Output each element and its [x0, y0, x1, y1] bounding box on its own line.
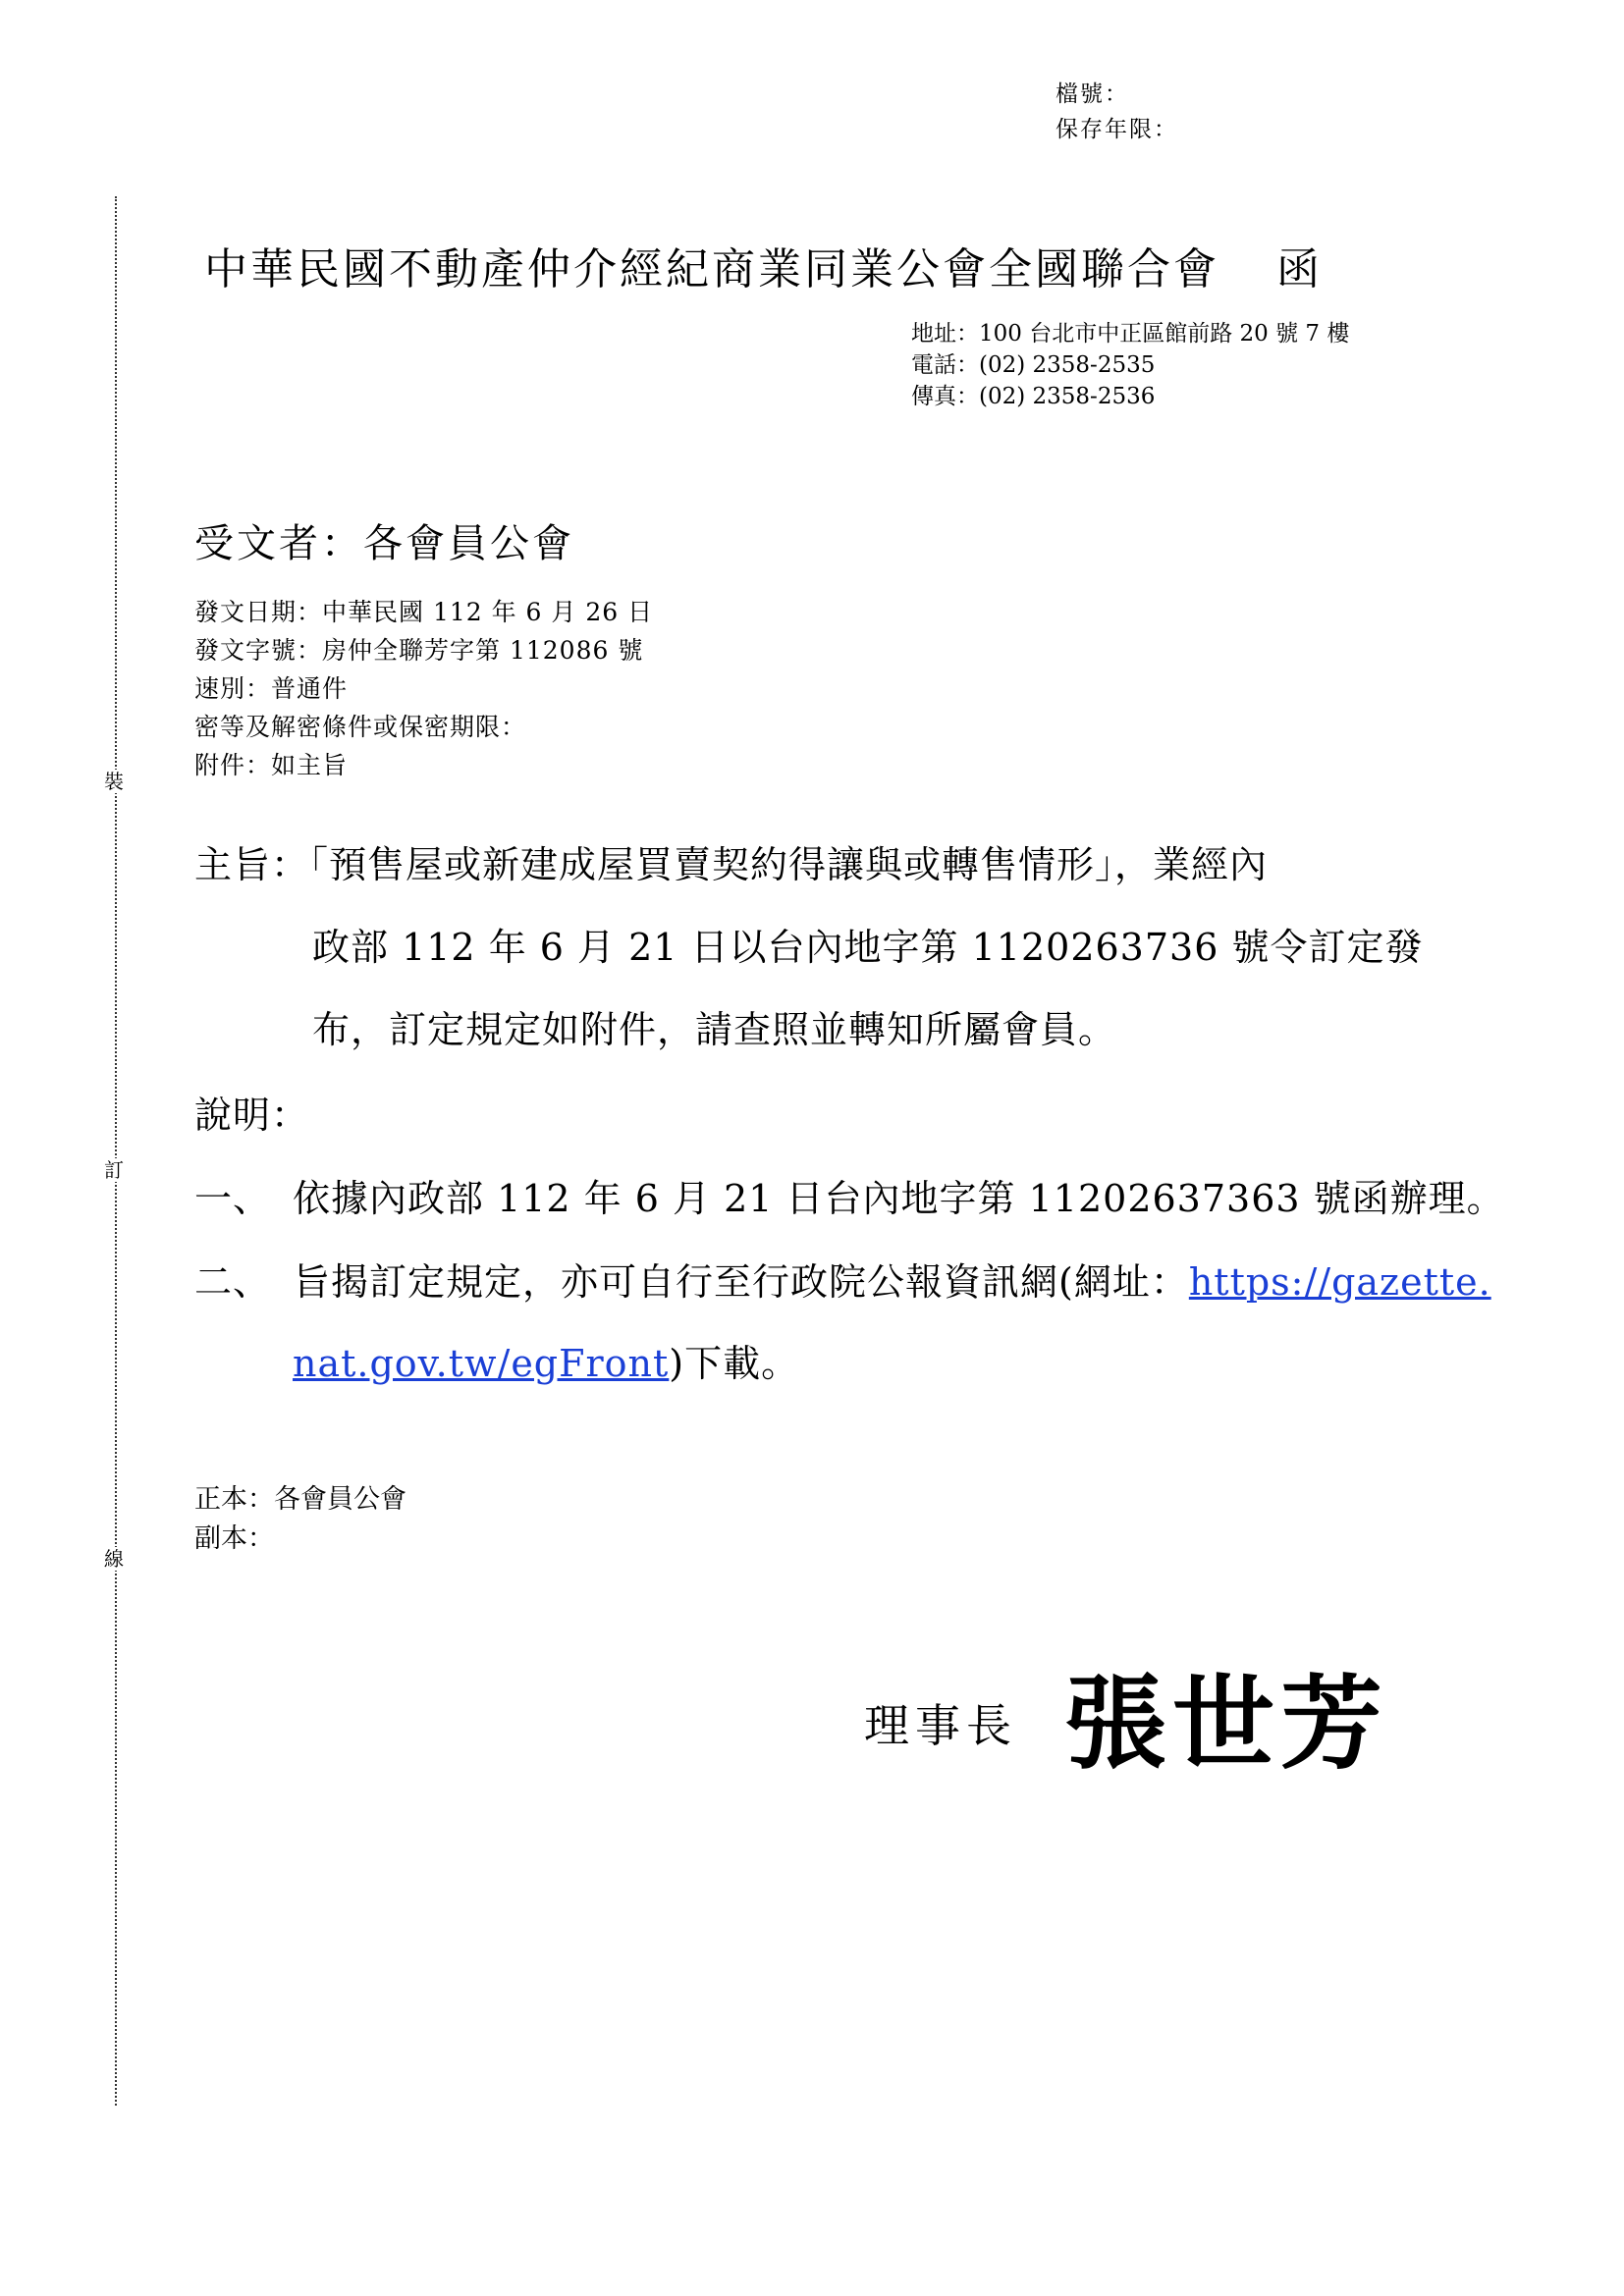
document-title [204, 234, 1323, 296]
contact-block [911, 318, 1349, 412]
copy-recipient: 副本： [194, 1523, 274, 1554]
item-text-end: )下載。 [669, 1342, 800, 1385]
subject-line-3: 布，訂定規定如附件，請查照並轉知所屬會員。 [312, 1008, 1117, 1051]
attachment: 附件：如主旨 [194, 751, 349, 779]
binding-line [115, 196, 117, 2106]
document-meta [194, 593, 653, 784]
gazette-link-part-2[interactable]: nat.gov.tw/egFront [293, 1342, 670, 1385]
item-text: 旨揭訂定規定，亦可自行至行政院公報資訊網(網址： [293, 1260, 1189, 1304]
file-info [1056, 77, 1178, 147]
signature: 張世芳 [1064, 1664, 1389, 1784]
delivery-speed: 速別：普通件 [194, 674, 349, 703]
reference-number: 發文字號：房仲全聯芳字第 112086 號 [194, 636, 644, 665]
subject-line-2: 政部 112 年 6 月 21 日以台內地字第 1120263736 號令訂定發 [312, 926, 1424, 969]
classification: 密等及解密條件或保密期限： [194, 713, 527, 741]
gazette-link-part-1[interactable]: https://gazette. [1188, 1260, 1491, 1304]
item-number: 一、 [194, 1177, 272, 1220]
item-text: 依據內政部 112 年 6 月 21 日台內地字第 11202637363 號函辦理。 [293, 1177, 1505, 1220]
organization-name: 中華民國不動產仲介經紀商業同業公會全國聯合會 [204, 244, 1219, 294]
original-recipient: 正本：各會員公會 [194, 1484, 406, 1515]
file-number-label: 檔號： [1056, 81, 1129, 107]
signer-title: 理事長 [864, 1699, 1017, 1752]
distribution [194, 1480, 406, 1559]
binding-mark-bind: 裝 [104, 770, 124, 793]
address: 地址：100 台北市中正區館前路 20 號 7 樓 [911, 321, 1350, 347]
explanation-item-1 [194, 1168, 1505, 1222]
explanation-heading: 說明： [194, 1094, 310, 1137]
explanation-item-2 [194, 1252, 1491, 1306]
document-type: 函 [1276, 244, 1323, 294]
item-number: 二、 [194, 1260, 272, 1304]
explanation-item-2-continued [293, 1333, 799, 1387]
fax: 傳真：(02) 2358-2536 [911, 384, 1156, 409]
retention-period-label: 保存年限： [1056, 117, 1178, 142]
phone: 電話：(02) 2358-2535 [911, 352, 1156, 378]
binding-mark-line: 線 [104, 1547, 124, 1571]
issue-date: 發文日期：中華民國 112 年 6 月 26 日 [194, 598, 654, 626]
recipient: 受文者：各會員公會 [194, 521, 574, 566]
subject-line-1: 主旨：「預售屋或新建成屋買賣契約得讓與或轉售情形」，業經內 [194, 843, 1269, 886]
binding-mark-staple: 訂 [104, 1158, 124, 1182]
